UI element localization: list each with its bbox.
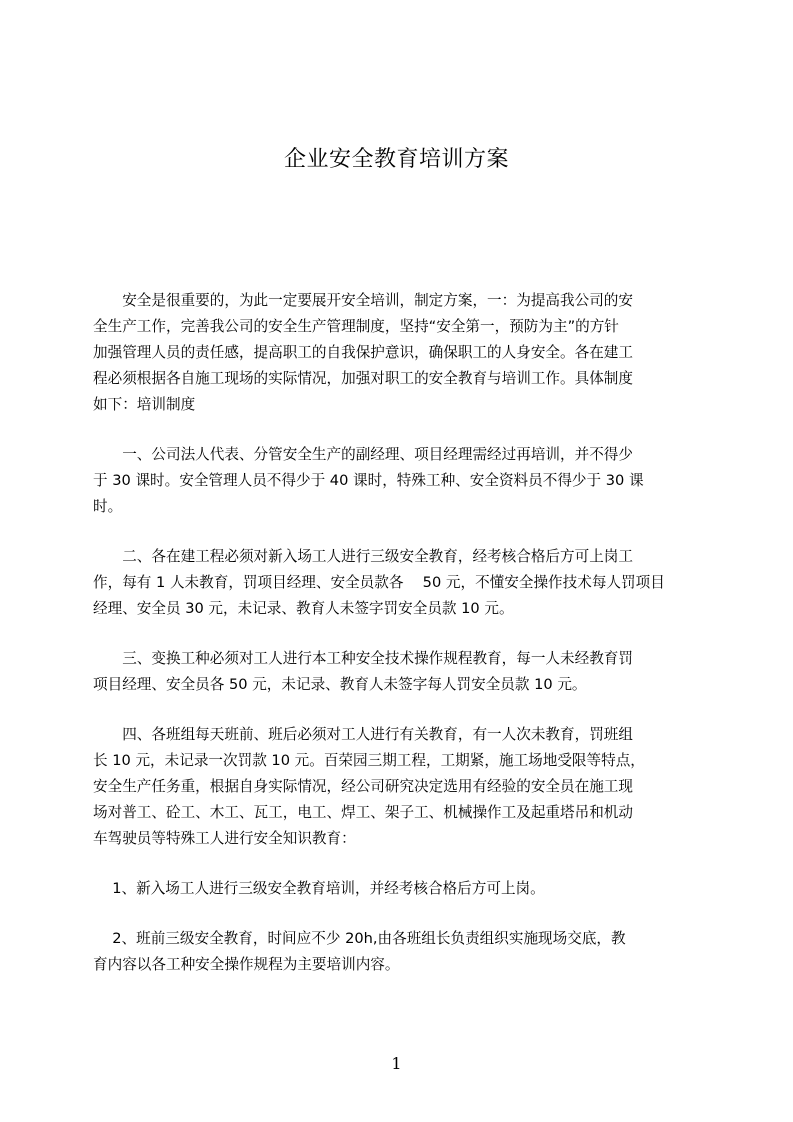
text-line: 三、变换工种必须对工人进行本工种安全技术操作规程教育，每一人未经教育罚 <box>93 650 633 667</box>
text-line: 时。 <box>93 498 123 515</box>
text-line: 安全生产任务重，根据自身实际情况，经公司研究决定选用有经验的安全员在施工现 <box>93 778 633 795</box>
text-line: 车驾驶员等特殊工人进行安全知识教育： <box>93 830 356 847</box>
paragraph-sub-2 <box>93 926 699 978</box>
paragraph-item-1 <box>93 442 699 520</box>
document-title: 企业安全教育培训方案 <box>283 147 509 172</box>
text-line: 二、各在建工程必须对新入场工人进行三级安全教育，经考核合格后方可上岗工 <box>93 548 633 565</box>
text-line: 全生产工作，完善我公司的安全生产管理制度，坚持“安全第一，预防为主”的方针 <box>93 318 619 335</box>
paragraph-item-2 <box>93 544 699 622</box>
paragraph-item-4 <box>93 722 699 852</box>
text-line: 项目经理、安全员各 50 元，未记录、教育人未签字每人罚安全员款 10 元。 <box>93 676 587 693</box>
text-line: 四、各班组每天班前、班后必须对工人进行有关教育，有一人次未教育，罚班组 <box>93 726 633 743</box>
text-line: 经理、安全员 30 元，未记录、教育人未签字罚安全员款 10 元。 <box>93 600 514 617</box>
text-line: 程必须根据各自施工现场的实际情况，加强对职工的安全教育与培训工作。具体制度 <box>93 370 633 387</box>
document-body <box>93 288 699 978</box>
text-line: 一、公司法人代表、分管安全生产的副经理、项目经理需经过再培训，并不得少 <box>93 446 633 463</box>
paragraph-item-3 <box>93 646 699 698</box>
text-line: 于 30 课时。安全管理人员不得少于 40 课时，特殊工种、安全资料员不得少于 30 课 <box>93 472 644 489</box>
text-line: 场对普工、砼工、木工、瓦工，电工、焊工、架子工、机械操作工及起重塔吊和机动 <box>93 804 633 821</box>
text-line: 作，每有 1 人未教育，罚项目经理、安全员款各 50 元，不懂安全操作技术每人罚项目 <box>93 574 665 591</box>
page-number: 1 <box>391 1054 402 1073</box>
text-line: 育内容以各工种安全操作规程为主要培训内容。 <box>93 956 400 973</box>
text-line: 加强管理人员的责任感，提高职工的自我保护意识，确保职工的人身安全。各在建工 <box>93 344 633 361</box>
text-line: 1、新入场工人进行三级安全教育培训，并经考核合格后方可上岗。 <box>93 880 545 897</box>
paragraph-intro <box>93 288 699 418</box>
paragraph-sub-1 <box>93 876 699 902</box>
text-line: 安全是很重要的，为此一定要展开安全培训，制定方案，一：为提高我公司的安 <box>93 292 633 309</box>
text-line: 2、班前三级安全教育，时间应不少 20h,由各班组长负责组织实施现场交底，教 <box>93 930 626 947</box>
text-line: 如下：培训制度 <box>93 396 196 413</box>
text-line: 长 10 元，未记录一次罚款 10 元。百荣园三期工程，工期紧，施工场地受限等特点， <box>93 752 645 769</box>
